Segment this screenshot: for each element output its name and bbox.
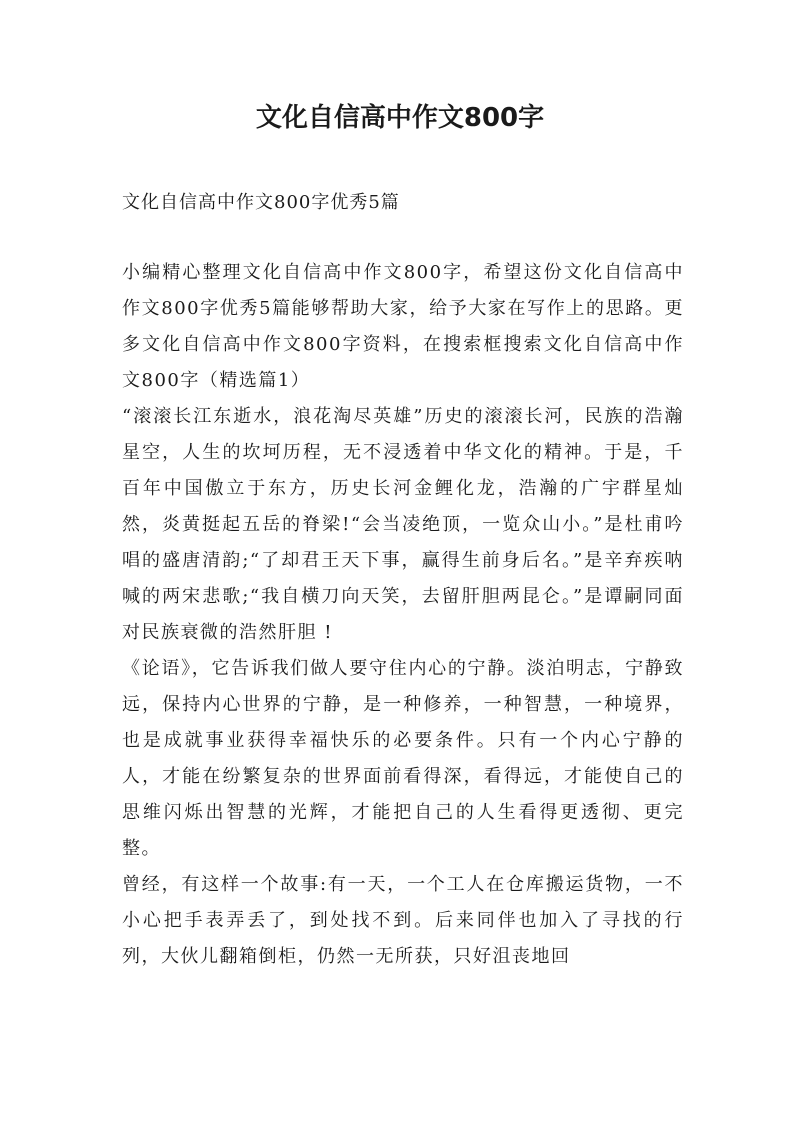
body-paragraph-2: 《论语》，它告诉我们做人要守住内心的宁静。淡泊明志，宁静致远，保持内心世界的宁静，是一种修养，一种智慧，一种境界，也是成就事业获得幸福快乐的必要条件。只有一个内心宁静的人，才能在纷繁复杂的世界面前看得深，看得远，才能使自己的思维闪烁出智慧的光辉，才能把自己的人生看得更透彻、更完整。 — [122, 658, 684, 859]
document-subtitle: 文化自信高中作文800字优秀5篇 — [122, 192, 400, 213]
body-paragraph-3: 曾经，有这样一个故事:有一天，一个工人在仓库搬运货物，一不小心把手表弄丢了，到处找不到。后来同伴也加入了寻找的行列，大伙儿翻箱倒柜，仍然一无所获，只好沮丧地回 — [122, 874, 684, 967]
body-paragraph-1: “滚滚长江东逝水，浪花淘尽英雄”历史的滚滚长河，民族的浩瀚星空，人生的坎坷历程，无不浸透着中华文化的精神。于是，千百年中国傲立于东方，历史长河金鲤化龙，浩瀚的广宇群星灿然，炎黄挺起五岳的脊梁!“会当凌绝顶，一览众山小。”是杜甫吟唱的盛唐清韵;“了却君王天下事，赢得生前身后名。”是辛弃疾呐喊的两宋悲歌;“我自横刀向天笑，去留肝胆两昆仑。”是谭嗣同面对民族衰微的浩然肝胆 ! — [122, 406, 684, 643]
intro-paragraph: 小编精心整理文化自信高中作文800字，希望这份文化自信高中作文800字优秀5篇能够帮助大家，给予大家在写作上的思路。更多文化自信高中作文800字资料，在搜索框搜索文化自信高中作文800字（精选篇1） — [122, 262, 684, 391]
document-body — [122, 255, 684, 975]
document-title: 文化自信高中作文800字 — [255, 103, 545, 133]
